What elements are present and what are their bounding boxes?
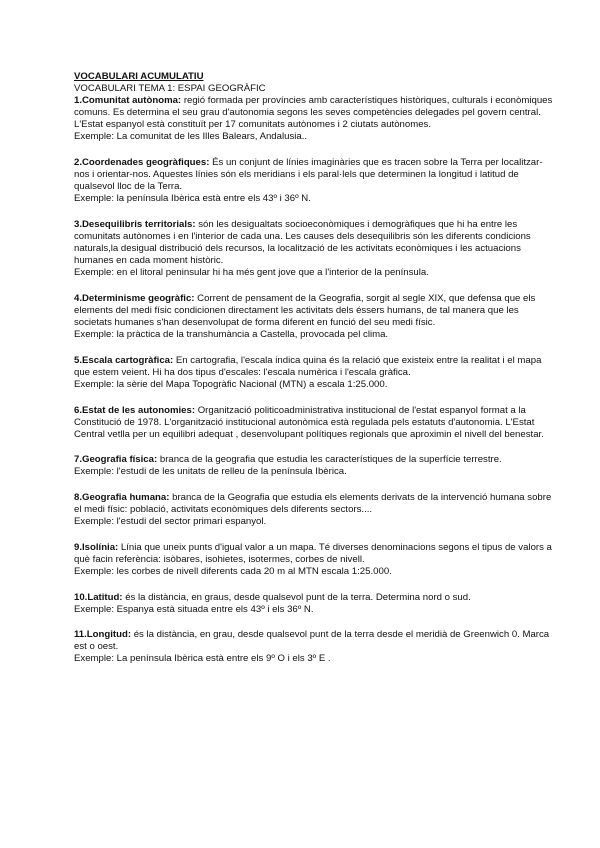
entry-definition: és la distància, en graus, desde qualsevol punt de la terra. Determina nord o sud. — [125, 591, 471, 603]
entry-definition: regió formada per províncies amb característiques històriques, culturals i econòmiques comuns. Es determina el seu grau d'autonomia segons les seves competències delegades pel govern central. — [74, 95, 553, 119]
vocabulary-entry — [74, 293, 556, 341]
entry-definition-line — [74, 629, 556, 653]
entry-term: 9.Isolínia: — [74, 541, 119, 553]
vocabulary-entry — [74, 157, 556, 205]
entry-definition: branca de la geografia que estudia les característiques de la superfície terrestre. — [159, 454, 502, 466]
entry-definition: En cartografia, l'escala indica quina és la relació que existeix entre la realitat i el mapa que estem veient. Hi ha dos tipus d'escales: l'escala numèrica i l'escala gràfica. — [74, 354, 542, 378]
entry-definition: branca de la Geografia que estudia els elements derivats de la intervenció humana sobre el medi físic: població, activitats econòmiques dels diferents sectors.... — [74, 492, 552, 516]
entry-example: Exemple: l'estudi de les unitats de relleu de la península Ibèrica. — [74, 466, 347, 478]
vocabulary-entry — [74, 592, 556, 616]
entry-example: Exemple: l'estudi del sector primari espanyol. — [74, 516, 267, 528]
entry-example: Exemple: la pràctica de la transhumància a Castella, provocada pel clima. — [74, 329, 389, 341]
entry-definition-line — [74, 492, 556, 516]
vocabulary-entry — [74, 492, 556, 528]
entry-definition: Corrent de pensament de la Geografia, sorgit al segle XIX, que defensa que els elements del medi físic condicionen directament les activitats dels éssers humans, de tal manera que les societats humanes s'han desenvolupat de forma diferent en funció del seu medi físic. — [74, 292, 536, 329]
entry-definition-line — [74, 293, 556, 329]
entry-definition: Organització politicoadministrativa institucional de l'estat espanyol format a la Constitució de 1978. L'organització institucional autonòmica està regulada pels estatuts d'autonomia. L'Estat Central vetlla per un equilibri adequat , desenvolupant polítiques regionals que aproximin el nivell del benestar. — [74, 404, 544, 440]
entry-definition-line — [74, 454, 556, 466]
entry-example: Exemple: La comunitat de les Illes Balears, Andalusia.. — [74, 131, 308, 143]
vocabulary-entry — [74, 454, 556, 478]
entry-term: 5.Escala cartogràfica: — [74, 354, 174, 366]
entry-definition-line — [74, 355, 556, 379]
entry-extra-note: L'Estat espanyol està constituït per 17 comunitats autònomes i 2 ciutats autònomes. — [74, 119, 432, 131]
entry-term: 10.Latitud: — [74, 591, 123, 603]
entry-definition: és la distància, en grau, desde qualsevol punt de la terra desde el meridià de Greenwich 0. Marca est o oest. — [74, 629, 550, 653]
entry-term: 8.Geografia humana: — [74, 492, 170, 504]
entry-definition-line — [74, 95, 556, 119]
document-page — [74, 71, 556, 679]
entry-example: Exemple: Espanya està situada entre els 43º i els 36º N. — [74, 603, 314, 615]
entry-term: 1.Comunitat autònoma: — [74, 95, 182, 107]
entry-definition: Línia que uneix punts d'igual valor a un mapa. Té diverses denominacions segons el tipus de valors a què facin referència: isòbares, isohietes, isotermes, corbes de nivell. — [74, 541, 552, 565]
entry-example: Exemple: la sèrie del Mapa Topogràfic Nacional (MTN) a escala 1:25.000. — [74, 378, 388, 390]
entry-term: 3.Desequilibris territorials: — [74, 218, 196, 230]
entry-definition-line — [74, 157, 556, 193]
entry-example: Exemple: les corbes de nivell diferents cada 20 m al MTN escala 1:25.000. — [74, 566, 392, 577]
document-title: VOCABULARI ACUMULATIU — [74, 71, 204, 82]
vocabulary-entry — [74, 405, 556, 441]
vocabulary-entry — [74, 95, 556, 143]
entry-term: 11.Longitud: — [74, 629, 132, 641]
entry-definition: És un conjunt de línies imaginàries que es tracen sobre la Terra per localitzar-nos i orientar-nos. Aquestes línies són els meridians i els paral·lels que determinen la longitud i latitud de qualsevol lloc de la Terra. — [74, 157, 543, 193]
vocabulary-entry — [74, 219, 556, 279]
entry-example: Exemple: La península Ibèrica està entre els 9º O i els 3º E . — [74, 653, 331, 665]
entry-definition-line — [74, 405, 556, 441]
entry-term: 6.Estat de les autonomies: — [74, 404, 196, 416]
entry-definition: són les desigualtats socioeconòmiques i demogràfiques que hi ha entre les comunitats autònomes i en l'interior de cada una. Les causes dels desequilibris són les diferents condicions naturals,la desigual distribució dels recursos, la localització de les activitats econòmiques i les actuacions humanes en cada moment històric. — [74, 218, 531, 267]
entry-definition-line — [74, 219, 556, 267]
vocabulary-entry — [74, 355, 556, 391]
vocabulary-list — [74, 95, 556, 665]
entry-definition-line — [74, 592, 556, 604]
vocabulary-entry — [74, 542, 556, 578]
entry-term: 7.Geografia física: — [74, 454, 158, 466]
entry-term: 4.Determinisme geogràfic: — [74, 292, 195, 304]
entry-example: Exemple: la península Ibèrica està entre els 43º i 36º N. — [74, 193, 311, 205]
document-subtitle: VOCABULARI TEMA 1: ESPAI GEOGRÀFIC — [74, 83, 266, 95]
entry-example: Exemple: en el litoral peninsular hi ha més gent jove que a l'interior de la península. — [74, 267, 429, 279]
entry-term: 2.Coordenades geogràfiques: — [74, 157, 210, 169]
vocabulary-entry — [74, 629, 556, 665]
entry-definition-line — [74, 542, 556, 566]
